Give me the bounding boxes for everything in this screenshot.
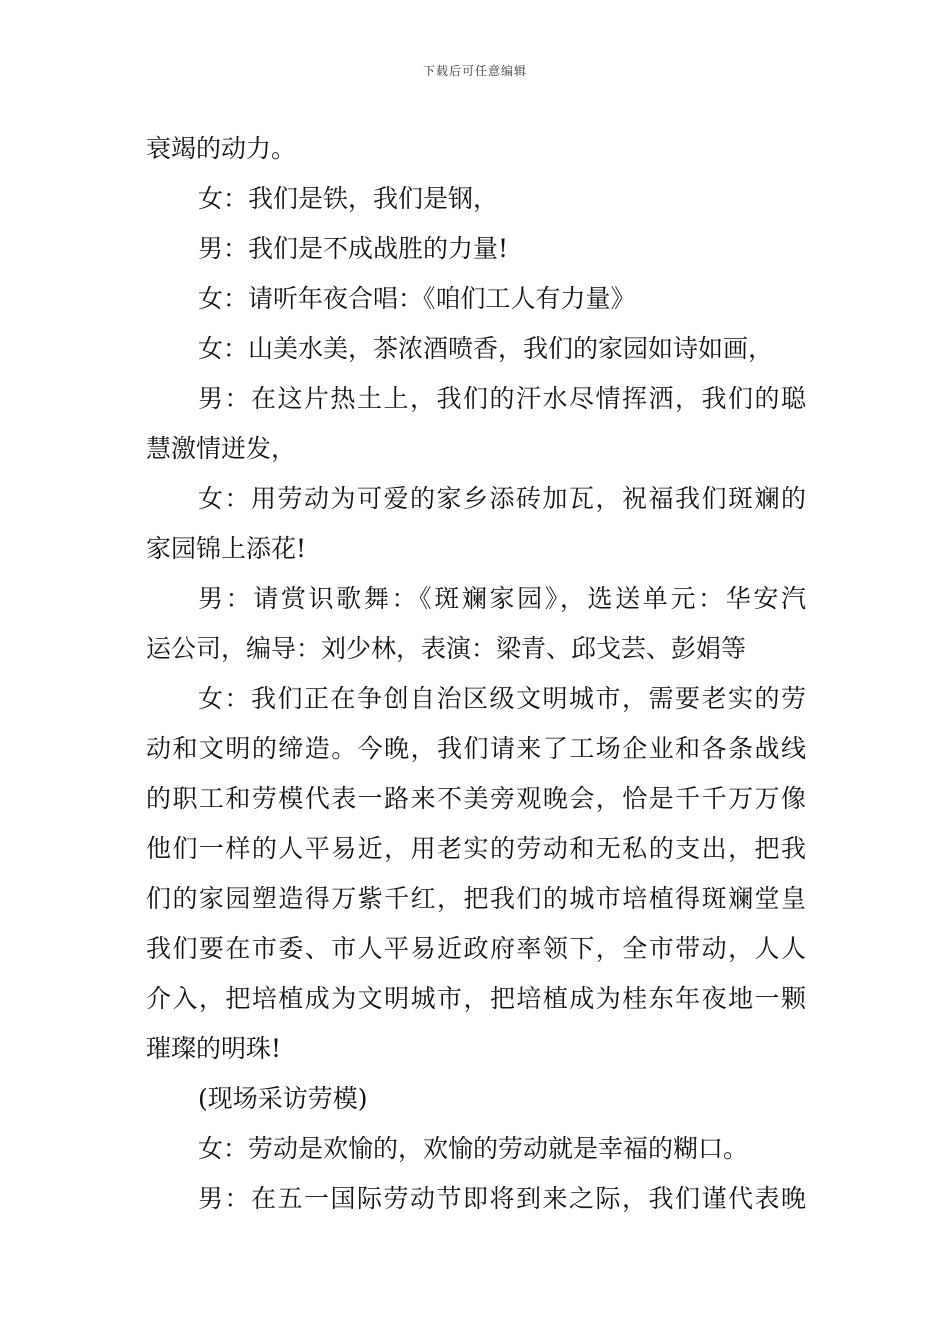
text-line: 他们一样的人平易近，用老实的劳动和无私的支出，把我 — [146, 834, 806, 863]
text-line: 男：在这片热土上，我们的汗水尽情挥洒，我们的聪 — [198, 384, 806, 413]
text-line: 慧激情迸发， — [146, 434, 297, 463]
text-line: 女：山美水美，茶浓酒喷香，我们的家园如诗如画， — [198, 334, 774, 363]
text-line: 的职工和劳模代表一路来不美旁观晚会，恰是千千万万像 — [146, 784, 806, 813]
text-line: (现场采访劳模) — [198, 1084, 368, 1113]
text-line: 家园锦上添花! — [146, 534, 307, 563]
text-line: 女：请听年夜合唱：《咱们工人有力量》 — [198, 284, 636, 313]
text-line: 男：请赏识歌舞：《斑斓家园》，选送单元：华安汽 — [198, 584, 806, 613]
document-body — [146, 124, 806, 1224]
text-line: 动和文明的缔造。今晚，我们请来了工场企业和各条战线 — [146, 734, 806, 763]
text-line: 璀璨的明珠! — [146, 1034, 282, 1063]
text-line: 衰竭的动力。 — [146, 134, 297, 163]
page-header: 下载后可任意编辑 — [422, 64, 527, 78]
text-line: 男：我们是不成战胜的力量! — [198, 234, 509, 263]
text-line: 女：我们正在争创自治区级文明城市，需要老实的劳 — [198, 684, 806, 713]
text-line: 介入，把培植成为文明城市，把培植成为桂东年夜地一颗 — [146, 984, 806, 1013]
text-line: 运公司，编导：刘少林，表演：梁青、邱戈芸、彭娟等 — [146, 634, 747, 663]
text-line: 女：我们是铁，我们是钢， — [198, 184, 499, 213]
text-line: 男：在五一国际劳动节即将到来之际，我们谨代表晚 — [198, 1184, 806, 1213]
text-line: 女：用劳动为可爱的家乡添砖加瓦，祝福我们斑斓的 — [198, 484, 806, 513]
text-line: 女：劳动是欢愉的，欢愉的劳动就是幸福的糊口。 — [198, 1134, 749, 1163]
text-line: 我们要在市委、市人平易近政府率领下，全市带动，人人 — [146, 934, 806, 963]
text-line: 们的家园塑造得万紫千红，把我们的城市培植得斑斓堂皇 — [146, 884, 806, 913]
